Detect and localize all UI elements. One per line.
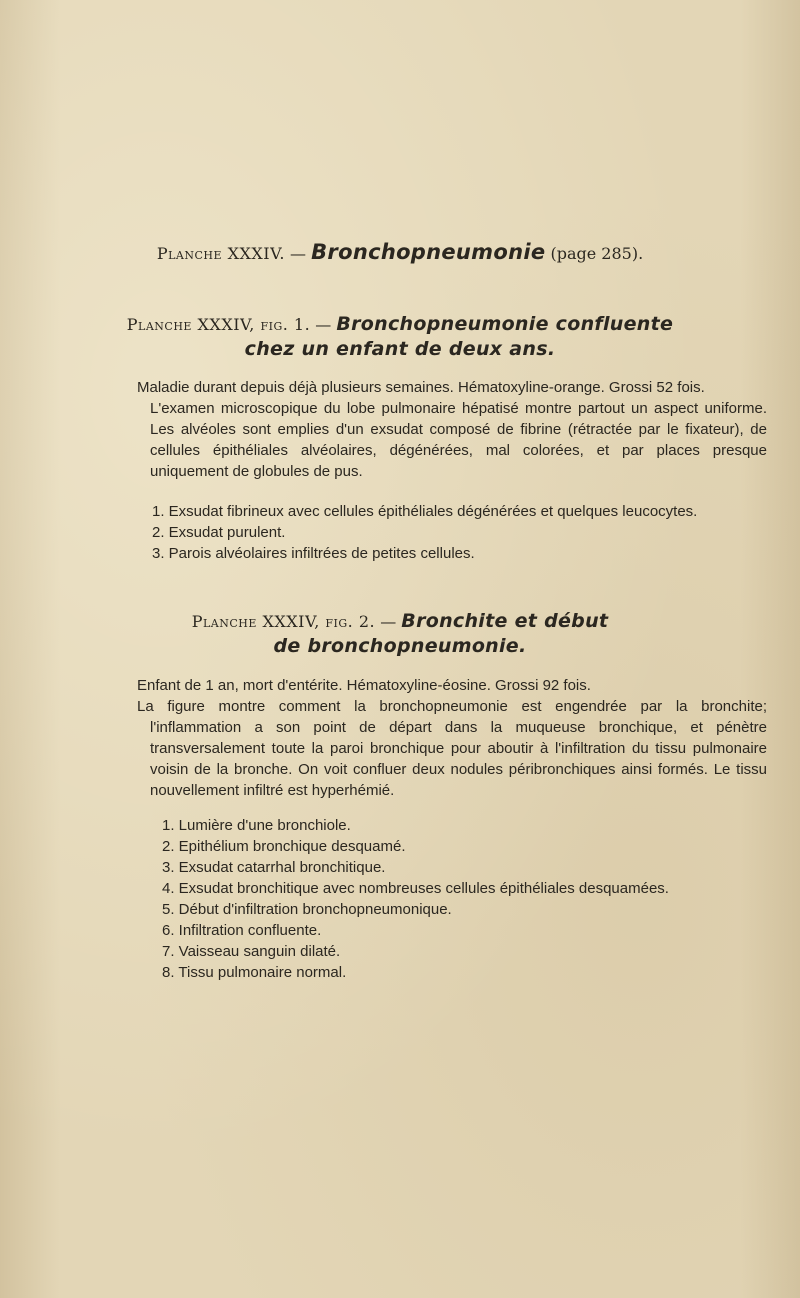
list-item: 1. Exsudat fibrineux avec cellules épithéliales dégénérées et quelques leucocytes. — [152, 503, 698, 520]
fig2-description — [137, 675, 767, 801]
heading-dash: — — [290, 244, 307, 263]
list-item: 5. Début d'infiltration bronchopneumonique. — [162, 901, 452, 918]
fig2-label: Planche XXXIV, fig. 2. — [191, 612, 376, 631]
fig1-title-line1: Bronchopneumonie confluente — [336, 313, 674, 335]
fig2-title-line2: de bronchopneumonie. — [273, 635, 527, 657]
list-item: 6. Infiltration confluente. — [162, 922, 322, 939]
fig1-heading — [0, 312, 800, 362]
list-item: 2. Exsudat purulent. — [152, 524, 286, 541]
planche-label: Planche XXXIV. — [156, 244, 285, 263]
fig2-heading — [0, 609, 800, 659]
fig2-paragraph: La figure montre comment la bronchopneumonie est engendrée par la bronchite; l'inflammation a son point de départ dans la muqueuse bronchique, et pénètre transversalement toute la paroi bronchique pour aboutir à l'infiltration du tissu pulmonaire voisin de la bronche. On voit confluer deux nodules péribronchiques ainsi formés. Le tissu nouvellement infiltré est hyperhémié. — [137, 698, 767, 799]
fig1-label: Planche XXXIV, fig. 1. — [126, 315, 311, 334]
fig1-legend-list — [152, 501, 767, 564]
list-item: 4. Exsudat bronchitique avec nombreuses cellules épithéliales desquamées. — [162, 880, 669, 897]
fig1-description — [137, 377, 767, 482]
list-item: 2. Epithélium bronchique desquamé. — [162, 838, 406, 855]
fig1-paragraph: Maladie durant depuis déjà plusieurs semaines. Hématoxyline-orange. Grossi 52 fois. — [137, 379, 705, 396]
fig2-paragraph: Enfant de 1 an, mort d'entérite. Hématoxyline-éosine. Grossi 92 fois. — [137, 677, 591, 694]
fig2-legend-list — [162, 815, 777, 983]
fig1-dash: — — [315, 315, 332, 334]
planche-heading — [0, 240, 800, 264]
fig2-dash: — — [380, 612, 397, 631]
fig1-paragraph: L'examen microscopique du lobe pulmonaire hépatisé montre partout un aspect uniforme. Les alvéoles sont emplies d'un exsudat composé de fibrine (rétractée par le fixateur), de cellules épithéliales alvéolaires, dégénérées, mal colorées, et par places presque uniquement de globules de pus. — [150, 400, 767, 480]
fig1-title-line2: chez un enfant de deux ans. — [244, 338, 556, 360]
list-item: 8. Tissu pulmonaire normal. — [162, 964, 347, 981]
fig2-title-line1: Bronchite et début — [401, 610, 609, 632]
list-item: 7. Vaisseau sanguin dilaté. — [162, 943, 341, 960]
list-item: 1. Lumière d'une bronchiole. — [162, 817, 351, 834]
heading-title: Bronchopneumonie — [311, 240, 546, 264]
list-item: 3. Exsudat catarrhal bronchitique. — [162, 859, 386, 876]
list-item: 3. Parois alvéolaires infiltrées de petites cellules. — [152, 545, 475, 562]
page-reference: (page 285). — [550, 244, 644, 263]
